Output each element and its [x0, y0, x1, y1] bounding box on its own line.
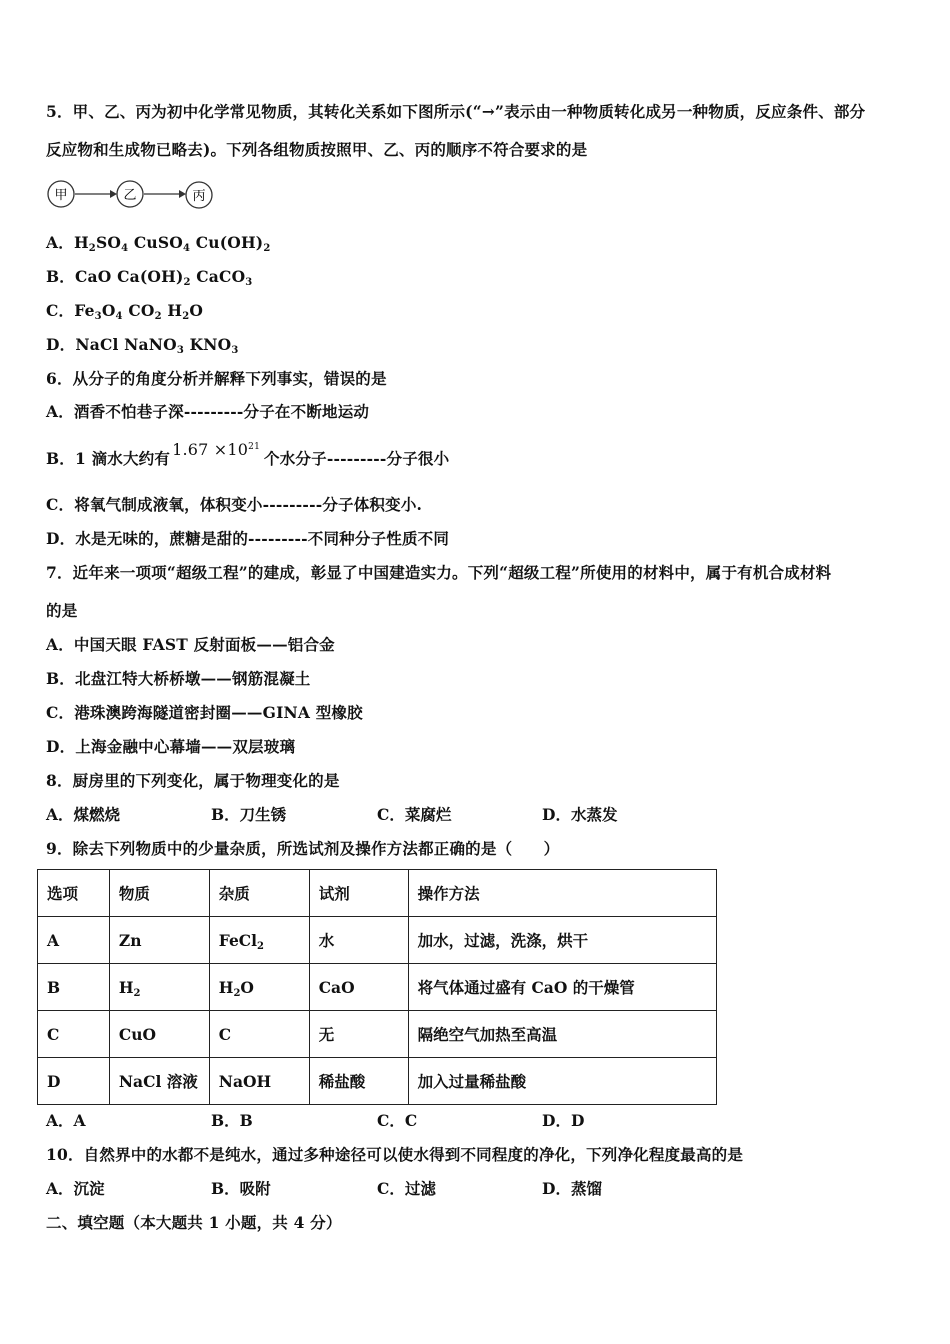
q5-option-c: C．$Fe_3O_4$ $CO_2$ $H_2O$: [46, 301, 204, 322]
header-cell: 选项: [38, 870, 110, 917]
q7-stem-line2: 的是: [46, 601, 78, 620]
table-cell: C: [38, 1011, 110, 1058]
q10-option-a: A．沉淀: [46, 1179, 105, 1198]
table-cell: $H_2O$: [209, 964, 309, 1011]
q7-option-c: C．港珠澳跨海隧道密封圈——GINA 型橡胶: [46, 703, 363, 722]
q7-option-a: A．中国天眼 FAST 反射面板——铝合金: [46, 635, 335, 654]
node-yi: 乙: [123, 188, 137, 203]
q5-conversion-diagram: [46, 178, 216, 212]
q8-option-a: A．煤燃烧: [46, 805, 121, 824]
q8-option-b: B．刀生锈: [211, 805, 287, 824]
table-cell: 隔绝空气加热至高温: [408, 1011, 716, 1058]
q10-option-d: D．蒸馏: [542, 1179, 602, 1198]
q9-option-a: A．A: [46, 1111, 86, 1130]
header-cell: 操作方法: [408, 870, 716, 917]
q8-stem: 8．厨房里的下列变化，属于物理变化的是: [46, 771, 340, 790]
q7-option-b: B．北盘江特大桥桥墩——钢筋混凝土: [46, 669, 311, 688]
table-cell: Zn: [109, 917, 209, 964]
node-bing: 丙: [192, 189, 206, 204]
q7-option-d: D．上海金融中心幕墙——双层玻璃: [46, 737, 296, 756]
table-row: [38, 917, 717, 964]
header-cell: 物质: [109, 870, 209, 917]
node-jia: 甲: [54, 188, 68, 203]
q9-stem: 9．除去下列物质中的少量杂质，所选试剂及操作方法都正确的是（ ）: [46, 839, 560, 858]
q9-option-d: D．D: [542, 1111, 585, 1130]
table-row: [38, 1058, 717, 1105]
table-cell: 加入过量稀盐酸: [408, 1058, 716, 1105]
q6-option-c: C．将氧气制成液氧，体积变小---------分子体积变小.: [46, 495, 423, 514]
q6-stem: 6．从分子的角度分析并解释下列事实，错误的是: [46, 369, 387, 388]
q10-stem: 10．自然界中的水都不是纯水，通过多种途径可以使水得到不同程度的净化，下列净化程度最高的是: [46, 1145, 744, 1164]
q5-stem-line1: 5．甲、乙、丙为初中化学常见物质，其转化关系如下图所示(“→”表示由一种物质转化成另一种物质，反应条件、部分: [46, 102, 866, 121]
table-cell: B: [38, 964, 110, 1011]
arrow-1-head: [110, 190, 117, 198]
arrow-2-head: [179, 190, 186, 198]
table-row: [38, 964, 717, 1011]
q10-option-b: B．吸附: [211, 1179, 271, 1198]
q6-option-a: A．酒香不怕巷子深---------分子在不断地运动: [46, 402, 370, 421]
q5-stem-line2: 反应物和生成物已略去)。下列各组物质按照甲、乙、丙的顺序不符合要求的是: [46, 140, 588, 159]
table-cell: 无: [309, 1011, 408, 1058]
table-cell: NaOH: [209, 1058, 309, 1105]
table-cell: FeCl$_2$: [209, 917, 309, 964]
table-cell: 加水，过滤，洗涤，烘干: [408, 917, 716, 964]
q9-option-b: B．B: [211, 1111, 253, 1130]
q5-option-d: D．NaCl NaNO$_3$ $KNO_3$: [46, 335, 239, 356]
section-2-title: 二、填空题（本大题共 1 小题，共 4 分）: [46, 1213, 342, 1232]
header-cell: 杂质: [209, 870, 309, 917]
table-cell: 稀盐酸: [309, 1058, 408, 1105]
table-cell: D: [38, 1058, 110, 1105]
q9-table: [37, 869, 717, 1105]
table-cell: NaCl 溶液: [109, 1058, 209, 1105]
q6-option-b: B．1 滴水大约有 $1.67 \times 10^{21}$个水分子---------分子很小: [46, 440, 450, 468]
table-cell: $H_2$: [109, 964, 209, 1011]
table-cell: C: [209, 1011, 309, 1058]
q6-option-d: D．水是无味的，蔗糖是甜的---------不同种分子性质不同: [46, 529, 450, 548]
table-cell: A: [38, 917, 110, 964]
q5-option-a: A．$H_2SO_4$ CuSO$_4$ $Cu(OH)_2$: [46, 233, 271, 254]
q5-option-b: B．CaO $Ca(OH)_2$ CaCO$_3$: [46, 267, 253, 288]
q8-option-d: D．水蒸发: [542, 805, 618, 824]
table-header-row: [38, 870, 717, 917]
table-cell: CaO: [309, 964, 408, 1011]
table-row: [38, 1011, 717, 1058]
q9-option-c: C．C: [377, 1111, 418, 1130]
table-cell: 将气体通过盛有 CaO 的干燥管: [408, 964, 716, 1011]
q8-option-c: C．菜腐烂: [377, 805, 452, 824]
table-cell: 水: [309, 917, 408, 964]
q10-option-c: C．过滤: [377, 1179, 436, 1198]
header-cell: 试剂: [309, 870, 408, 917]
scientific-number: $1.67 \times 10^{21}$: [172, 440, 261, 459]
table-cell: CuO: [109, 1011, 209, 1058]
q7-stem-line1: 7．近年来一项项“超级工程”的建成，彰显了中国建造实力。下列“超级工程”所使用的材料中，属于有机合成材料: [46, 563, 832, 582]
